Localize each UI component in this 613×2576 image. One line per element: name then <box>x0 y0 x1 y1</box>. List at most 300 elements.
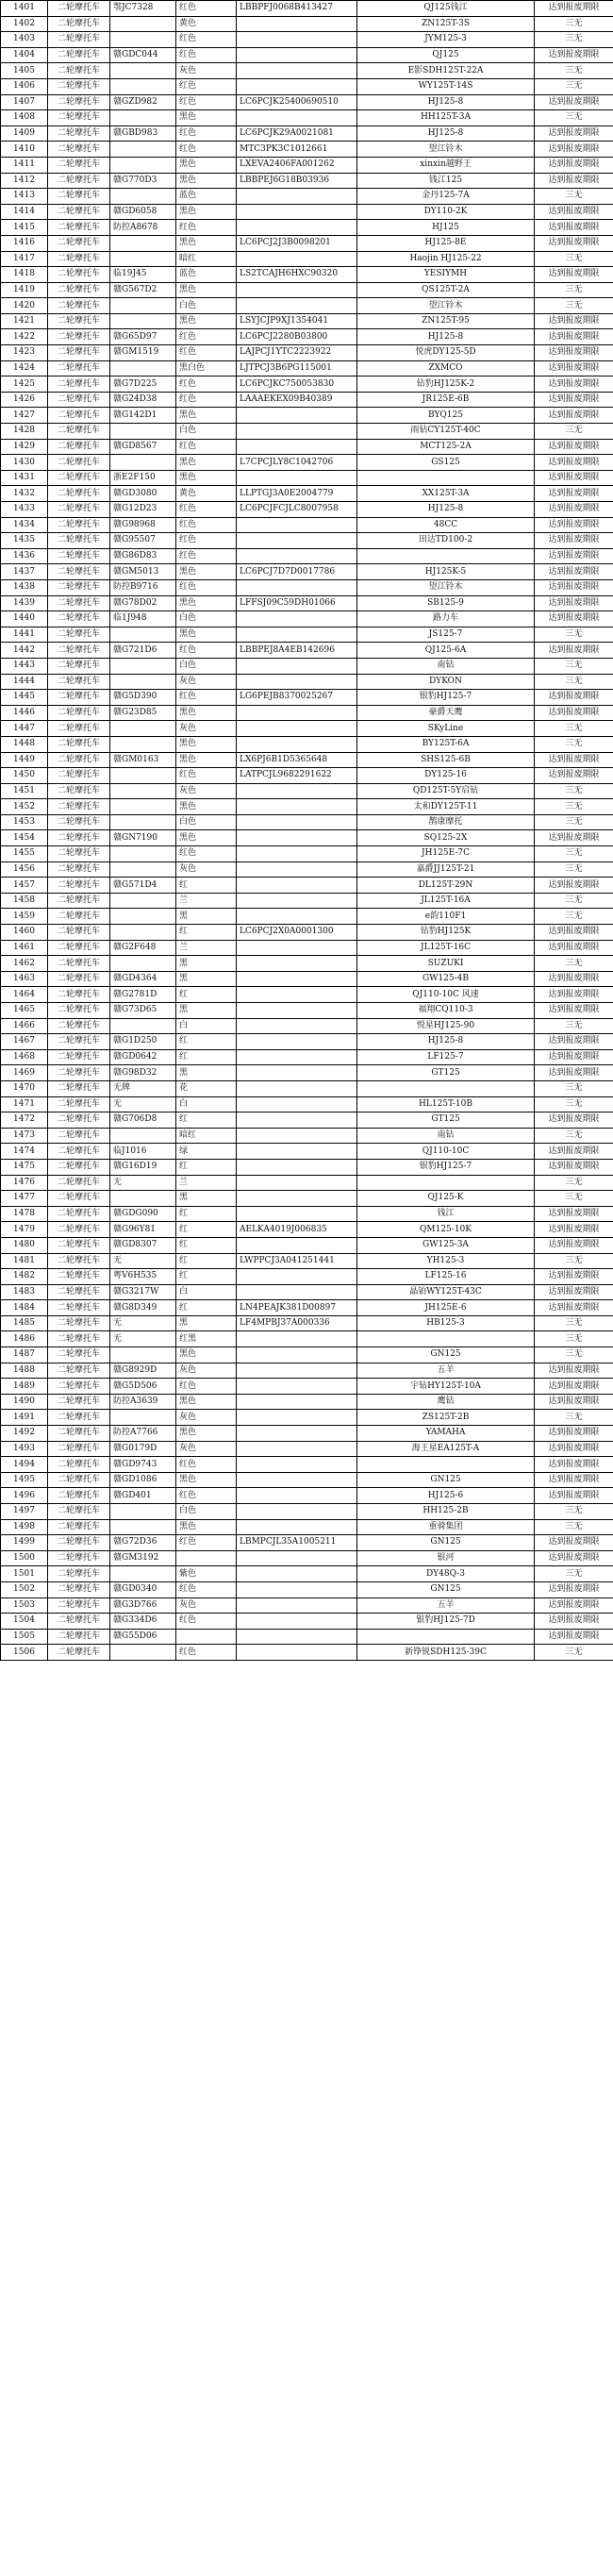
row-number-cell: 1452 <box>1 799 48 815</box>
plate-number-cell <box>110 32 176 48</box>
disposal-status-cell: 达到报废期限 <box>535 173 613 189</box>
vin-number-cell <box>237 956 357 972</box>
vin-number-cell: LBBPEJ6G18B03936 <box>237 173 357 189</box>
vehicle-color-cell: 黑色 <box>176 110 237 126</box>
vehicle-type-cell: 二轮摩托车 <box>48 1363 110 1379</box>
table-row <box>1 533 613 549</box>
row-number-cell: 1460 <box>1 925 48 941</box>
row-number-cell: 1505 <box>1 1629 48 1645</box>
disposal-status-cell: 达到报废期限 <box>535 768 613 784</box>
row-number-cell: 1475 <box>1 1159 48 1175</box>
table-row <box>1 1488 613 1504</box>
vehicle-type-cell: 二轮摩托车 <box>48 298 110 314</box>
plate-number-cell: 赣G1D250 <box>110 1034 176 1050</box>
vehicle-model-cell: HJ125-8 <box>357 1034 535 1050</box>
vehicle-color-cell: 红色 <box>176 220 237 236</box>
disposal-status-cell: 三无 <box>535 674 613 690</box>
row-number-cell: 1424 <box>1 360 48 376</box>
plate-number-cell: 赣GD6058 <box>110 204 176 220</box>
vehicle-color-cell: 黑 <box>176 1065 237 1081</box>
vehicle-color-cell: 灰色 <box>176 1597 237 1614</box>
vehicle-type-cell: 二轮摩托车 <box>48 721 110 737</box>
vin-number-cell <box>237 1284 357 1300</box>
row-number-cell: 1466 <box>1 1018 48 1034</box>
vehicle-model-cell: E影SDH125T-22A <box>357 63 535 79</box>
table-row <box>1 611 613 627</box>
disposal-status-cell: 三无 <box>535 282 613 298</box>
vin-number-cell <box>237 830 357 846</box>
plate-number-cell: 赣GDC044 <box>110 47 176 63</box>
disposal-status-cell: 达到报废期限 <box>535 1159 613 1175</box>
vehicle-model-cell: QJ110-10C 风速 <box>357 987 535 1003</box>
vehicle-model-cell: 鹰钻 <box>357 1394 535 1410</box>
table-row <box>1 1410 613 1426</box>
plate-number-cell: 防控B9716 <box>110 579 176 595</box>
row-number-cell: 1451 <box>1 783 48 799</box>
plate-number-cell: 无 <box>110 1253 176 1269</box>
plate-number-cell: 赣G65D97 <box>110 329 176 345</box>
row-number-cell: 1411 <box>1 157 48 173</box>
vehicle-model-cell: HJ125-8 <box>357 125 535 142</box>
vin-number-cell: L7CPCJLY8C1042706 <box>237 455 357 471</box>
vin-number-cell <box>237 1018 357 1034</box>
vin-number-cell <box>237 1175 357 1191</box>
disposal-status-cell: 达到报废期限 <box>535 517 613 533</box>
vehicle-color-cell: 红色 <box>176 548 237 564</box>
vehicle-type-cell: 二轮摩托车 <box>48 1003 110 1019</box>
vehicle-model-cell: YAMAHA <box>357 1426 535 1442</box>
plate-number-cell <box>110 298 176 314</box>
vin-number-cell <box>237 909 357 925</box>
row-number-cell: 1495 <box>1 1472 48 1488</box>
vehicle-model-cell: 鹊康摩托 <box>357 814 535 830</box>
disposal-status-cell: 三无 <box>535 63 613 79</box>
row-number-cell: 1458 <box>1 893 48 909</box>
vehicle-model-cell: QJ110-10C <box>357 1144 535 1160</box>
vehicle-model-cell: 嘉爵JJ125T-21 <box>357 861 535 878</box>
vehicle-model-cell: QS125T-2A <box>357 282 535 298</box>
vehicle-model-cell: 五羊 <box>357 1363 535 1379</box>
disposal-status-cell: 达到报废期限 <box>535 1472 613 1488</box>
plate-number-cell <box>110 313 176 329</box>
vin-number-cell <box>237 658 357 674</box>
vehicle-type-cell: 二轮摩托车 <box>48 47 110 63</box>
table-row <box>1 110 613 126</box>
disposal-status-cell: 三无 <box>535 110 613 126</box>
vehicle-color-cell: 黑色 <box>176 408 237 424</box>
plate-number-cell <box>110 658 176 674</box>
plate-number-cell <box>110 846 176 862</box>
vehicle-model-cell: HH125T-3A <box>357 110 535 126</box>
disposal-status-cell: 达到报废期限 <box>535 1363 613 1379</box>
vin-number-cell <box>237 878 357 894</box>
vehicle-color-cell: 黑 <box>176 1003 237 1019</box>
row-number-cell: 1461 <box>1 940 48 956</box>
vehicle-color-cell: 红色 <box>176 846 237 862</box>
vehicle-color-cell: 黑色 <box>176 830 237 846</box>
table-row <box>1 1284 613 1300</box>
plate-number-cell <box>110 925 176 941</box>
disposal-status-cell: 达到报废期限 <box>535 752 613 768</box>
vehicle-type-cell: 二轮摩托车 <box>48 1535 110 1551</box>
vehicle-model-cell: SQ125-2X <box>357 830 535 846</box>
vehicle-type-cell: 二轮摩托车 <box>48 282 110 298</box>
vehicle-type-cell: 二轮摩托车 <box>48 63 110 79</box>
row-number-cell: 1422 <box>1 329 48 345</box>
vehicle-model-cell: JL125T-16C <box>357 940 535 956</box>
vehicle-type-cell: 二轮摩托车 <box>48 1144 110 1160</box>
table-row <box>1 486 613 502</box>
vehicle-type-cell: 二轮摩托车 <box>48 1614 110 1630</box>
vehicle-type-cell: 二轮摩托车 <box>48 1300 110 1316</box>
vin-number-cell <box>237 1629 357 1645</box>
disposal-status-cell: 达到报废期限 <box>535 1441 613 1457</box>
vehicle-color-cell: 灰色 <box>176 721 237 737</box>
disposal-status-cell: 三无 <box>535 1315 613 1331</box>
vin-number-cell <box>237 721 357 737</box>
vehicle-model-cell: 豪爵天鹰 <box>357 705 535 721</box>
disposal-status-cell: 达到报废期限 <box>535 705 613 721</box>
disposal-status-cell: 达到报废期限 <box>535 1206 613 1222</box>
row-number-cell: 1443 <box>1 658 48 674</box>
row-number-cell: 1493 <box>1 1441 48 1457</box>
plate-number-cell <box>110 251 176 267</box>
disposal-status-cell: 三无 <box>535 721 613 737</box>
disposal-status-cell: 三无 <box>535 189 613 205</box>
vin-number-cell <box>237 814 357 830</box>
plate-number-cell: 赣G2F648 <box>110 940 176 956</box>
table-row <box>1 1426 613 1442</box>
vin-number-cell: LBBPFJ0068B413427 <box>237 1 357 17</box>
vehicle-type-cell: 二轮摩托车 <box>48 345 110 361</box>
vin-number-cell <box>237 1191 357 1207</box>
vin-number-cell <box>237 78 357 94</box>
disposal-status-cell: 达到报废期限 <box>535 1222 613 1238</box>
vehicle-type-cell: 二轮摩托车 <box>48 517 110 533</box>
vehicle-color-cell: 红 <box>176 1112 237 1129</box>
vehicle-color-cell: 兰 <box>176 940 237 956</box>
vehicle-type-cell: 二轮摩托车 <box>48 987 110 1003</box>
vehicle-color-cell: 灰色 <box>176 1441 237 1457</box>
plate-number-cell <box>110 783 176 799</box>
table-row <box>1 502 613 518</box>
plate-number-cell: 赣GM0163 <box>110 752 176 768</box>
vehicle-type-cell: 二轮摩托车 <box>48 1034 110 1050</box>
row-number-cell: 1412 <box>1 173 48 189</box>
plate-number-cell <box>110 1128 176 1144</box>
table-row <box>1 814 613 830</box>
plate-number-cell <box>110 799 176 815</box>
plate-number-cell: 赣GN7190 <box>110 830 176 846</box>
plate-number-cell: 赣GBD983 <box>110 125 176 142</box>
disposal-status-cell: 达到报废期限 <box>535 408 613 424</box>
vehicle-model-cell: BYQ125 <box>357 408 535 424</box>
plate-number-cell: 赣G706D8 <box>110 1112 176 1129</box>
table-row <box>1 94 613 110</box>
vehicle-type-cell: 二轮摩托车 <box>48 846 110 862</box>
vehicle-model-cell: GT125 <box>357 1112 535 1129</box>
vin-number-cell <box>237 408 357 424</box>
vehicle-model-cell: HJ125-8 <box>357 502 535 518</box>
vehicle-color-cell: 白 <box>176 1096 237 1112</box>
plate-number-cell <box>110 110 176 126</box>
plate-number-cell: 浙E2F150 <box>110 470 176 486</box>
table-row <box>1 579 613 595</box>
row-number-cell: 1408 <box>1 110 48 126</box>
vehicle-color-cell: 红色 <box>176 329 237 345</box>
row-number-cell: 1449 <box>1 752 48 768</box>
disposal-status-cell: 三无 <box>535 1410 613 1426</box>
vehicle-type-cell: 二轮摩托车 <box>48 1331 110 1347</box>
vehicle-model-cell: QJ125-6A <box>357 643 535 659</box>
vin-number-cell <box>237 251 357 267</box>
vehicle-model-cell: Haojin HJ125-22 <box>357 251 535 267</box>
plate-number-cell: 赣GD8567 <box>110 439 176 455</box>
vehicle-model-cell: e韵110F1 <box>357 909 535 925</box>
table-row <box>1 1441 613 1457</box>
plate-number-cell: 赣G571D4 <box>110 878 176 894</box>
vehicle-type-cell: 二轮摩托车 <box>48 110 110 126</box>
vehicle-color-cell: 红色 <box>176 768 237 784</box>
vin-number-cell: LS2TCAJH6HXC90320 <box>237 267 357 283</box>
vehicle-color-cell: 红色 <box>176 1614 237 1630</box>
vehicle-color-cell <box>176 1629 237 1645</box>
table-row <box>1 1191 613 1207</box>
disposal-status-cell: 达到报废期限 <box>535 1379 613 1395</box>
row-number-cell: 1456 <box>1 861 48 878</box>
disposal-status-cell: 达到报废期限 <box>535 1426 613 1442</box>
table-row <box>1 392 613 408</box>
row-number-cell: 1410 <box>1 142 48 158</box>
vin-number-cell <box>237 1159 357 1175</box>
vin-number-cell <box>237 47 357 63</box>
vin-number-cell <box>237 1206 357 1222</box>
vin-number-cell <box>237 16 357 32</box>
vin-number-cell <box>237 1269 357 1285</box>
plate-number-cell <box>110 1645 176 1661</box>
vehicle-type-cell: 二轮摩托车 <box>48 251 110 267</box>
disposal-status-cell: 达到报废期限 <box>535 455 613 471</box>
row-number-cell: 1415 <box>1 220 48 236</box>
table-row <box>1 1457 613 1473</box>
row-number-cell: 1405 <box>1 63 48 79</box>
plate-number-cell: 赣G12D23 <box>110 502 176 518</box>
table-row <box>1 298 613 314</box>
disposal-status-cell: 三无 <box>535 1128 613 1144</box>
plate-number-cell <box>110 956 176 972</box>
vehicle-type-cell: 二轮摩托车 <box>48 1191 110 1207</box>
vin-number-cell <box>237 1112 357 1129</box>
plate-number-cell: 赣G55D06 <box>110 1629 176 1645</box>
disposal-status-cell: 达到报废期限 <box>535 329 613 345</box>
vehicle-type-cell: 二轮摩托车 <box>48 1096 110 1112</box>
table-row <box>1 690 613 706</box>
vehicle-model-cell: 重骑集团 <box>357 1519 535 1535</box>
plate-number-cell: 临J1016 <box>110 1144 176 1160</box>
row-number-cell: 1419 <box>1 282 48 298</box>
vehicle-color-cell: 黑色 <box>176 595 237 611</box>
disposal-status-cell: 达到报废期限 <box>535 925 613 941</box>
plate-number-cell <box>110 63 176 79</box>
vehicle-type-cell: 二轮摩托车 <box>48 502 110 518</box>
vehicle-model-cell: 48CC <box>357 517 535 533</box>
disposal-status-cell: 达到报废期限 <box>535 1394 613 1410</box>
row-number-cell: 1420 <box>1 298 48 314</box>
vehicle-model-cell: HJ125-6 <box>357 1488 535 1504</box>
vehicle-model-cell: 金丹125-7A <box>357 189 535 205</box>
vehicle-type-cell: 二轮摩托车 <box>48 1472 110 1488</box>
vehicle-type-cell: 二轮摩托车 <box>48 752 110 768</box>
vehicle-model-cell: HB125-3 <box>357 1315 535 1331</box>
vehicle-color-cell: 红色 <box>176 1488 237 1504</box>
vehicle-model-cell: HJ125-8 <box>357 329 535 345</box>
vehicle-color-cell <box>176 1550 237 1566</box>
vin-number-cell: LXEVA2406FA001262 <box>237 157 357 173</box>
vehicle-color-cell: 红色 <box>176 125 237 142</box>
vin-number-cell <box>237 846 357 862</box>
vehicle-color-cell: 黄色 <box>176 486 237 502</box>
table-row <box>1 1519 613 1535</box>
vehicle-model-cell: 宇钻HY125T-10A <box>357 1379 535 1395</box>
row-number-cell: 1472 <box>1 1112 48 1129</box>
vehicle-color-cell: 绿 <box>176 1144 237 1160</box>
disposal-status-cell: 达到报废期限 <box>535 987 613 1003</box>
vin-number-cell <box>237 1410 357 1426</box>
row-number-cell: 1489 <box>1 1379 48 1395</box>
table-row <box>1 705 613 721</box>
vehicle-type-cell: 二轮摩托车 <box>48 1237 110 1253</box>
plate-number-cell <box>110 1018 176 1034</box>
vehicle-color-cell: 黑 <box>176 1315 237 1331</box>
vin-number-cell <box>237 32 357 48</box>
vehicle-color-cell: 黑 <box>176 956 237 972</box>
vehicle-type-cell: 二轮摩托车 <box>48 1488 110 1504</box>
row-number-cell: 1494 <box>1 1457 48 1473</box>
plate-number-cell: 赣G334D6 <box>110 1614 176 1630</box>
row-number-cell: 1497 <box>1 1504 48 1520</box>
vin-number-cell: LFFSJ09C59DH01066 <box>237 595 357 611</box>
row-number-cell: 1491 <box>1 1410 48 1426</box>
vin-number-cell <box>237 1049 357 1065</box>
vin-number-cell <box>237 705 357 721</box>
disposal-status-cell: 达到报废期限 <box>535 392 613 408</box>
vehicle-color-cell: 黑色 <box>176 705 237 721</box>
vehicle-color-cell: 红 <box>176 1300 237 1316</box>
disposal-status-cell: 三无 <box>535 32 613 48</box>
vin-number-cell: LAJPCJ1YTC2223922 <box>237 345 357 361</box>
plate-number-cell <box>110 157 176 173</box>
vehicle-type-cell: 二轮摩托车 <box>48 78 110 94</box>
vehicle-color-cell: 花 <box>176 1080 237 1096</box>
disposal-status-cell: 达到报废期限 <box>535 1629 613 1645</box>
row-number-cell: 1414 <box>1 204 48 220</box>
row-number-cell: 1486 <box>1 1331 48 1347</box>
vin-number-cell <box>237 579 357 595</box>
vehicle-type-cell: 二轮摩托车 <box>48 1049 110 1065</box>
vehicle-model-cell: 雨钻CY125T-40C <box>357 424 535 440</box>
vehicle-model-cell: 太和DY125T-11 <box>357 799 535 815</box>
plate-number-cell <box>110 736 176 752</box>
row-number-cell: 1403 <box>1 32 48 48</box>
vehicle-model-cell: GS125 <box>357 455 535 471</box>
row-number-cell: 1455 <box>1 846 48 862</box>
vehicle-color-cell: 黑色 <box>176 313 237 329</box>
vehicle-model-cell: HL125T-10B <box>357 1096 535 1112</box>
vehicle-model-cell: DL125T-29N <box>357 878 535 894</box>
disposal-status-cell: 三无 <box>535 1504 613 1520</box>
table-row <box>1 1597 613 1614</box>
vehicle-color-cell: 黄色 <box>176 16 237 32</box>
table-row <box>1 909 613 925</box>
vehicle-color-cell: 黑色 <box>176 1347 237 1363</box>
vehicle-type-cell: 二轮摩托车 <box>48 1222 110 1238</box>
vehicle-color-cell: 黑色 <box>176 736 237 752</box>
vehicle-color-cell: 红色 <box>176 502 237 518</box>
table-row <box>1 643 613 659</box>
plate-number-cell: 赣GDG090 <box>110 1206 176 1222</box>
disposal-status-cell: 达到报废期限 <box>535 1284 613 1300</box>
plate-number-cell: 赣G16D19 <box>110 1159 176 1175</box>
plate-number-cell <box>110 360 176 376</box>
disposal-status-cell: 达到报废期限 <box>535 360 613 376</box>
disposal-status-cell: 达到报废期限 <box>535 1237 613 1253</box>
row-number-cell: 1479 <box>1 1222 48 1238</box>
vin-number-cell <box>237 1504 357 1520</box>
vehicle-color-cell: 红黑 <box>176 1331 237 1347</box>
table-row <box>1 173 613 189</box>
table-row <box>1 1112 613 1129</box>
disposal-status-cell: 达到报废期限 <box>535 47 613 63</box>
disposal-status-cell: 达到报废期限 <box>535 1 613 17</box>
row-number-cell: 1447 <box>1 721 48 737</box>
row-number-cell: 1492 <box>1 1426 48 1442</box>
vehicle-color-cell: 黑色 <box>176 157 237 173</box>
plate-number-cell: 赣G0179D <box>110 1441 176 1457</box>
table-row <box>1 925 613 941</box>
vehicle-color-cell: 红色 <box>176 579 237 595</box>
vehicle-color-cell: 红 <box>176 1206 237 1222</box>
vehicle-type-cell: 二轮摩托车 <box>48 830 110 846</box>
disposal-status-cell: 达到报废期限 <box>535 548 613 564</box>
row-number-cell: 1417 <box>1 251 48 267</box>
vehicle-color-cell: 紫色 <box>176 1566 237 1582</box>
row-number-cell: 1402 <box>1 16 48 32</box>
row-number-cell: 1418 <box>1 267 48 283</box>
vehicle-color-cell: 白色 <box>176 1504 237 1520</box>
disposal-status-cell: 三无 <box>535 1080 613 1096</box>
disposal-status-cell: 达到报废期限 <box>535 1581 613 1597</box>
vehicle-type-cell: 二轮摩托车 <box>48 533 110 549</box>
vin-number-cell <box>237 1426 357 1442</box>
vehicle-type-cell: 二轮摩托车 <box>48 690 110 706</box>
vin-number-cell <box>237 1003 357 1019</box>
vehicle-type-cell: 二轮摩托车 <box>48 1629 110 1645</box>
vehicle-color-cell: 灰色 <box>176 783 237 799</box>
disposal-status-cell: 三无 <box>535 861 613 878</box>
disposal-status-cell: 达到报废期限 <box>535 1597 613 1614</box>
vehicle-color-cell: 暗红 <box>176 1128 237 1144</box>
vehicle-model-cell: LF125-7 <box>357 1049 535 1065</box>
vehicle-model-cell: 钻豹HJ125K-2 <box>357 376 535 393</box>
vehicle-model-cell: 望江铃木 <box>357 142 535 158</box>
vin-number-cell: LWPPCJ3A041251441 <box>237 1253 357 1269</box>
table-row <box>1 1 613 17</box>
vehicle-type-cell: 二轮摩托车 <box>48 627 110 643</box>
row-number-cell: 1453 <box>1 814 48 830</box>
disposal-status-cell: 达到报废期限 <box>535 125 613 142</box>
vehicle-type-cell: 二轮摩托车 <box>48 1410 110 1426</box>
row-number-cell: 1404 <box>1 47 48 63</box>
